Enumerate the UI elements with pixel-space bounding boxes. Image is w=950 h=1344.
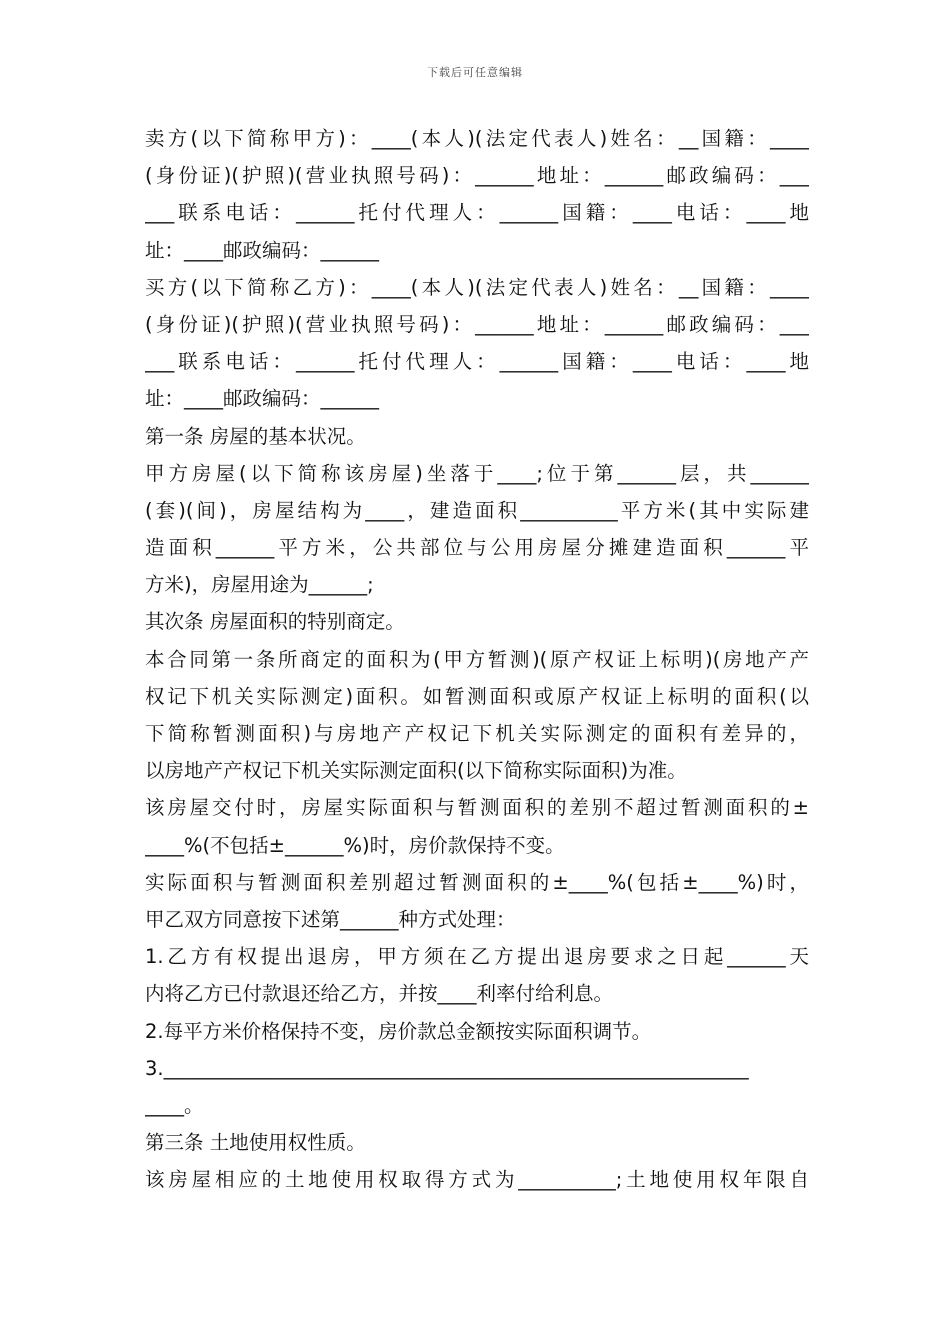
text-line: 1.乙方有权提出退房，甲方须在乙方提出退房要求之日起______天	[145, 945, 809, 969]
section-heading: 第三条 土地使用权性质。	[145, 1131, 366, 1155]
text-line: (身份证)(护照)(营业执照号码)：______地址：______邮政编码：___	[145, 312, 809, 336]
header-note: 下载后可任意编辑	[427, 66, 523, 79]
text-line: 造面积______平方米，公共部位与公用房屋分摊建造面积______平	[145, 536, 809, 560]
text-line: ____%(不包括±______%)时，房价款保持不变。	[145, 833, 565, 857]
text-line: 内将乙方已付款退还给乙方，并按____利率付给利息。	[145, 982, 614, 1006]
text-line: 以房地产产权记下机关实际测定面积(以下简称实际面积)为准。	[145, 759, 687, 783]
text-line: 该房屋交付时，房屋实际面积与暂测面积的差别不超过暂测面积的±	[145, 796, 809, 820]
text-line: ___联系电话：______托付代理人：______国籍：____电话：____地	[145, 201, 809, 225]
text-line: ___联系电话：______托付代理人：______国籍：____电话：____地	[145, 350, 809, 374]
text-line: 方米)，房屋用途为______;	[145, 573, 374, 597]
text-line: 本合同第一条所商定的面积为(甲方暂测)(原产权证上标明)(房地产产	[145, 647, 809, 671]
text-line: 址：____邮政编码：______	[145, 238, 380, 262]
text-line: (身份证)(护照)(营业执照号码)：______地址：______邮政编码：___	[145, 164, 809, 188]
section-heading: 第一条 房屋的基本状况。	[145, 424, 366, 448]
text-line: 3.____________________________________________________________	[145, 1056, 749, 1080]
text-line: 址：____邮政编码：______	[145, 387, 380, 411]
text-line: 甲方房屋(以下简称该房屋)坐落于____;位于第______层，共______	[145, 461, 809, 485]
text-line: 卖方(以下简称甲方)：____(本人)(法定代表人)姓名：__国籍：____	[145, 127, 809, 150]
text-line: 下简称暂测面积)与房地产产权记下机关实际测定的面积有差异的，	[145, 722, 809, 745]
text-line: 甲乙双方同意按下述第______种方式处理：	[145, 907, 516, 931]
text-line: (套)(间)，房屋结构为____，建造面积__________平方米(其中实际建	[145, 498, 809, 522]
contract-body	[145, 120, 809, 1198]
text-line: ____。	[145, 1093, 204, 1117]
text-line: 权记下机关实际测定)面积。如暂测面积或原产权证上标明的面积(以	[145, 684, 809, 708]
text-line: 买方(以下简称乙方)：____(本人)(法定代表人)姓名：__国籍：____	[145, 275, 809, 299]
section-heading: 其次条 房屋面积的特别商定。	[145, 610, 405, 634]
text-line: 2.每平方米价格保持不变，房价款总金额按实际面积调节。	[145, 1019, 652, 1043]
text-line: 实际面积与暂测面积差别超过暂测面积的±____%(包括±____%)时，	[145, 870, 809, 894]
text-line: 该房屋相应的土地使用权取得方式为__________;土地使用权年限自	[145, 1168, 809, 1192]
